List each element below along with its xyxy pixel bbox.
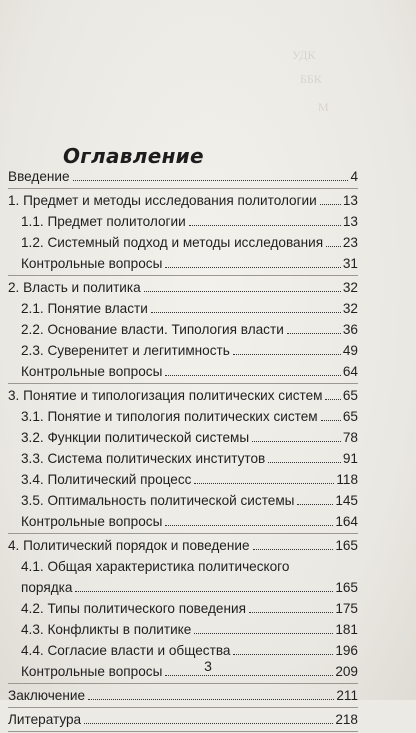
toc-entry: 3.1. Понятие и типология политических систем 65 (21, 409, 358, 424)
toc-entry: 3.5. Оптимальность политической системы 145 (21, 493, 358, 508)
toc-entry: Контрольные вопросы 31 (21, 256, 358, 271)
divider (8, 383, 358, 384)
toc-entry: 3.4. Политический процесс 118 (21, 472, 358, 487)
toc-entry: 3. Понятие и типологизация политических систем 65 (8, 388, 358, 403)
toc-entry: 4.1. Общая характеристика политического порядка 165 (21, 559, 358, 595)
toc-entry: Контрольные вопросы 64 (21, 364, 358, 379)
divider (8, 188, 358, 189)
toc-entry: Заключение 211 (8, 688, 358, 703)
toc-entry: 4. Политический порядок и поведение 165 (8, 538, 358, 553)
toc-entry: 2.2. Основание власти. Типология власти 36 (21, 322, 358, 337)
divider (8, 707, 358, 708)
toc-entry: Контрольные вопросы 209 (21, 664, 358, 679)
toc-entry: 2. Власть и политика 32 (8, 280, 358, 295)
bleed-through-text: ББК (300, 72, 322, 86)
divider (8, 731, 358, 732)
bleed-through-text: М (318, 100, 329, 114)
divider (8, 533, 358, 534)
toc-entry: 2.1. Понятие власти 32 (21, 301, 358, 316)
page-number: 3 (204, 658, 212, 674)
bleed-through-text: УДК (292, 48, 316, 62)
toc-title: Оглавление (63, 144, 204, 168)
toc-entry: Литература 218 (8, 712, 358, 727)
toc-entry: Контрольные вопросы 164 (21, 514, 358, 529)
toc-entry: 4.3. Конфликты в политике 181 (21, 622, 358, 637)
divider (8, 275, 358, 276)
toc-entry: 3.2. Функции политической системы 78 (21, 430, 358, 445)
toc-entry: 1.1. Предмет политологии 13 (21, 214, 358, 229)
toc-entry: Введение 4 (8, 169, 358, 184)
toc-entry: 2.3. Суверенитет и легитимность 49 (21, 343, 358, 358)
table-of-contents (8, 166, 358, 733)
toc-entry: 4.2. Типы политического поведения 175 (21, 601, 358, 616)
toc-entry: 4.4. Согласие власти и общества 196 (21, 643, 358, 658)
toc-entry: 3.3. Система политических институтов 91 (21, 451, 358, 466)
toc-entry: 1. Предмет и методы исследования политологии 13 (8, 193, 358, 208)
toc-entry: 1.2. Системный подход и методы исследования 23 (21, 235, 358, 250)
divider (8, 683, 358, 684)
